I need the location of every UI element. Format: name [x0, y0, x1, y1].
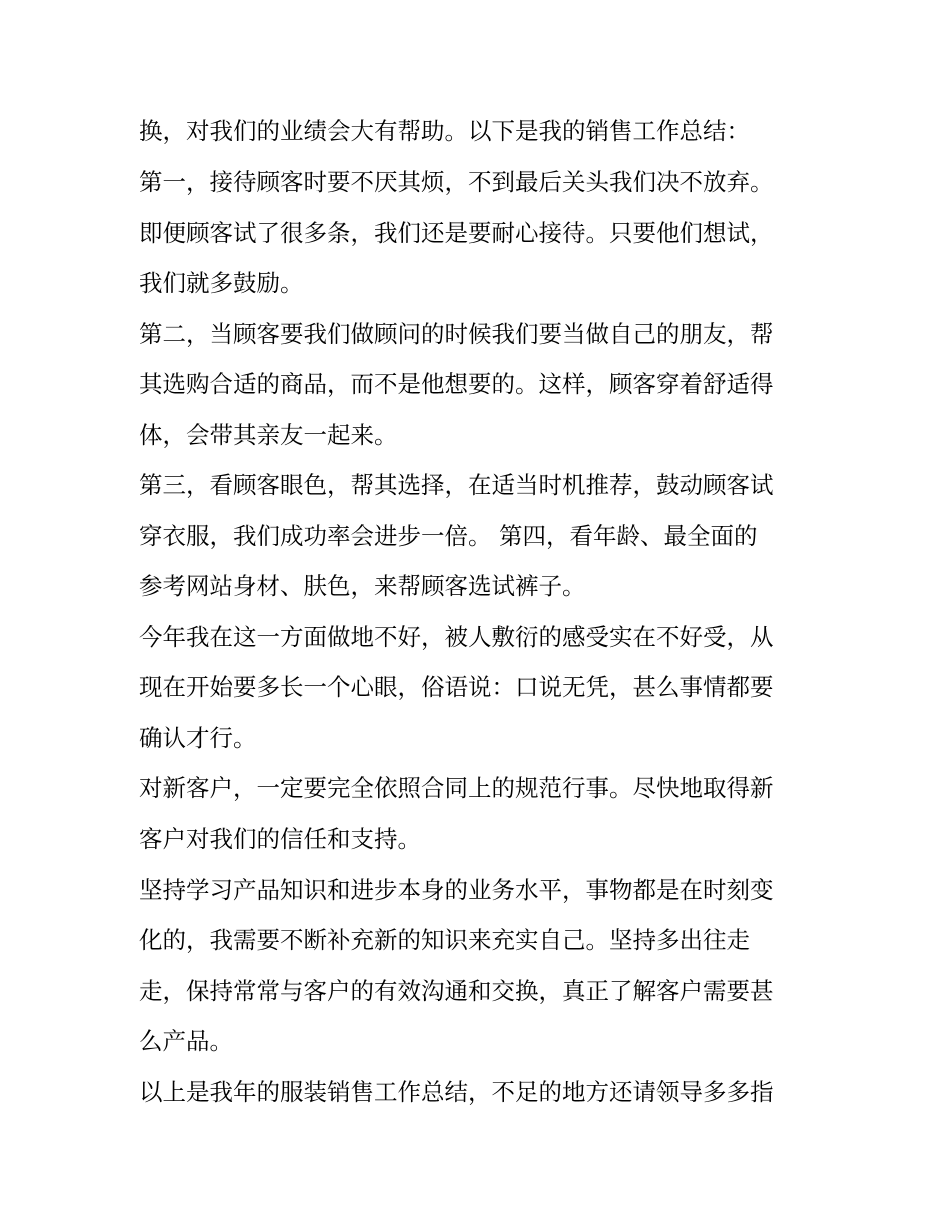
text-line: 参考网站身材、肤色，来帮顾客选试裤子。	[139, 572, 586, 600]
text-line: 即便顾客试了很多条，我们还是要耐心接待。只要他们想试，	[139, 219, 774, 247]
text-line: 穿衣服，我们成功率会进步一倍。 第四，看年龄、最全面的	[139, 522, 758, 550]
text-line: 化的，我需要不断补充新的知识来充实自己。坚持多出往走	[139, 926, 750, 954]
text-line: 第三，看顾客眼色，帮其选择，在适当时机推荐，鼓动顾客试	[139, 471, 774, 499]
text-line: 换，对我们的业绩会大有帮助。以下是我的销售工作总结：	[139, 117, 750, 145]
text-line: 以上是我年的服装销售工作总结，不足的地方还请领导多多指	[139, 1078, 774, 1106]
text-line: 对新客户，一定要完全依照合同上的规范行事。尽快地取得新	[139, 774, 774, 802]
text-line: 今年我在这一方面做地不好，被人敷衍的感受实在不好受，从	[139, 623, 774, 651]
text-line: 坚持学习产品知识和进步本身的业务水平，事物都是在时刻变	[139, 876, 774, 904]
text-line: 我们就多鼓励。	[139, 269, 304, 297]
text-line: 其选购合适的商品，而不是他想要的。这样，顾客穿着舒适得	[139, 370, 774, 398]
text-line: 走，保持常常与客户的有效沟通和交换，真正了解客户需要甚	[139, 977, 774, 1005]
text-line: 么产品。	[139, 1027, 233, 1055]
text-line: 现在开始要多长一个心眼，俗语说：口说无凭，甚么事情都要	[139, 673, 774, 701]
text-line: 第一，接待顾客时要不厌其烦，不到最后关头我们决不放弃。	[139, 168, 774, 196]
text-line: 客户对我们的信任和支持。	[139, 825, 421, 853]
text-line: 体，会带其亲友一起来。	[139, 421, 398, 449]
text-line: 确认才行。	[139, 724, 257, 752]
text-line: 第二，当顾客要我们做顾问的时候我们要当做自己的朋友，帮	[139, 320, 774, 348]
